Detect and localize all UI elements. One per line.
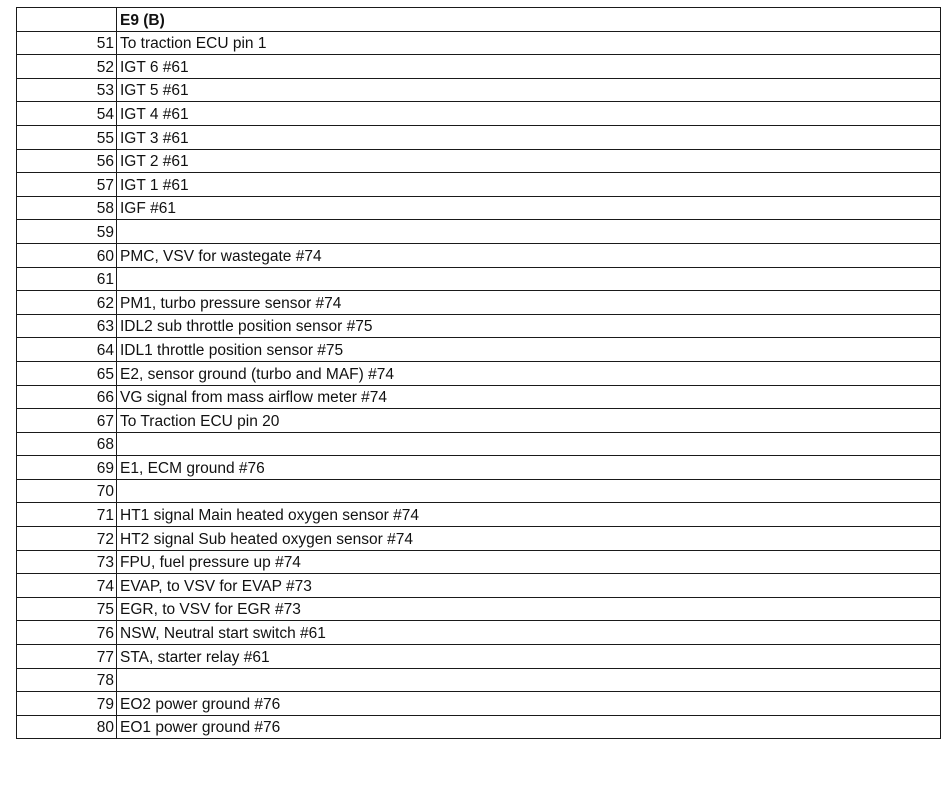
pin-description: EVAP, to VSV for EVAP #73 xyxy=(117,574,941,598)
pin-description: IGT 3 #61 xyxy=(117,125,941,149)
table-row xyxy=(17,621,941,645)
pin-number: 73 xyxy=(17,550,117,574)
table-row xyxy=(17,102,941,126)
pin-number: 64 xyxy=(17,338,117,362)
pin-description: IGF #61 xyxy=(117,196,941,220)
pin-number: 62 xyxy=(17,291,117,315)
table-row xyxy=(17,55,941,79)
table-row xyxy=(17,173,941,197)
pin-number: 75 xyxy=(17,597,117,621)
pin-number: 57 xyxy=(17,173,117,197)
pin-description: HT1 signal Main heated oxygen sensor #74 xyxy=(117,503,941,527)
pin-description: E1, ECM ground #76 xyxy=(117,456,941,480)
pin-description: EO2 power ground #76 xyxy=(117,692,941,716)
table-row xyxy=(17,409,941,433)
pin-number: 53 xyxy=(17,78,117,102)
table-row xyxy=(17,361,941,385)
table-row xyxy=(17,196,941,220)
table-row xyxy=(17,503,941,527)
pin-number: 79 xyxy=(17,692,117,716)
pin-description: EO1 power ground #76 xyxy=(117,715,941,739)
pin-number: 51 xyxy=(17,31,117,55)
pin-number: 54 xyxy=(17,102,117,126)
pin-description: To traction ECU pin 1 xyxy=(117,31,941,55)
table-row xyxy=(17,314,941,338)
pin-description xyxy=(117,668,941,692)
pin-number: 63 xyxy=(17,314,117,338)
connector-label: E9 (B) xyxy=(117,8,941,32)
pin-description xyxy=(117,267,941,291)
pin-number: 72 xyxy=(17,527,117,551)
pin-number: 76 xyxy=(17,621,117,645)
pin-number: 56 xyxy=(17,149,117,173)
pin-description: HT2 signal Sub heated oxygen sensor #74 xyxy=(117,527,941,551)
pin-number: 66 xyxy=(17,385,117,409)
pin-number: 60 xyxy=(17,243,117,267)
table-row xyxy=(17,645,941,669)
table-row xyxy=(17,527,941,551)
pin-number: 74 xyxy=(17,574,117,598)
table-header-row xyxy=(17,8,941,32)
pin-description xyxy=(117,479,941,503)
table-row xyxy=(17,125,941,149)
pin-description: NSW, Neutral start switch #61 xyxy=(117,621,941,645)
table-row xyxy=(17,715,941,739)
pin-description: STA, starter relay #61 xyxy=(117,645,941,669)
pin-description: IGT 1 #61 xyxy=(117,173,941,197)
pin-description: To Traction ECU pin 20 xyxy=(117,409,941,433)
table-row xyxy=(17,78,941,102)
table-row xyxy=(17,574,941,598)
pin-number: 71 xyxy=(17,503,117,527)
pin-description: EGR, to VSV for EGR #73 xyxy=(117,597,941,621)
pin-description: IGT 5 #61 xyxy=(117,78,941,102)
pinout-table-body xyxy=(17,8,941,739)
table-row xyxy=(17,385,941,409)
pin-description: IGT 6 #61 xyxy=(117,55,941,79)
pin-description xyxy=(117,220,941,244)
pin-number: 77 xyxy=(17,645,117,669)
table-row xyxy=(17,692,941,716)
table-row xyxy=(17,597,941,621)
pin-number: 70 xyxy=(17,479,117,503)
table-row xyxy=(17,291,941,315)
table-row xyxy=(17,31,941,55)
pin-description: IGT 4 #61 xyxy=(117,102,941,126)
pin-description: E2, sensor ground (turbo and MAF) #74 xyxy=(117,361,941,385)
table-row xyxy=(17,456,941,480)
pin-number: 65 xyxy=(17,361,117,385)
pin-description: FPU, fuel pressure up #74 xyxy=(117,550,941,574)
table-row xyxy=(17,267,941,291)
table-row xyxy=(17,432,941,456)
table-row xyxy=(17,550,941,574)
pin-description xyxy=(117,432,941,456)
pin-number: 69 xyxy=(17,456,117,480)
header-pin-cell xyxy=(17,8,117,32)
pin-description: IDL1 throttle position sensor #75 xyxy=(117,338,941,362)
table-row xyxy=(17,243,941,267)
pinout-table xyxy=(16,7,941,739)
pin-number: 68 xyxy=(17,432,117,456)
pin-description: IGT 2 #61 xyxy=(117,149,941,173)
pin-number: 59 xyxy=(17,220,117,244)
pin-number: 80 xyxy=(17,715,117,739)
table-row xyxy=(17,479,941,503)
pin-number: 78 xyxy=(17,668,117,692)
pin-number: 61 xyxy=(17,267,117,291)
table-row xyxy=(17,220,941,244)
pin-number: 58 xyxy=(17,196,117,220)
pin-description: PMC, VSV for wastegate #74 xyxy=(117,243,941,267)
pin-number: 55 xyxy=(17,125,117,149)
table-row xyxy=(17,149,941,173)
table-row xyxy=(17,338,941,362)
pin-description: IDL2 sub throttle position sensor #75 xyxy=(117,314,941,338)
table-row xyxy=(17,668,941,692)
pin-number: 67 xyxy=(17,409,117,433)
pin-number: 52 xyxy=(17,55,117,79)
pin-description: VG signal from mass airflow meter #74 xyxy=(117,385,941,409)
pin-description: PM1, turbo pressure sensor #74 xyxy=(117,291,941,315)
